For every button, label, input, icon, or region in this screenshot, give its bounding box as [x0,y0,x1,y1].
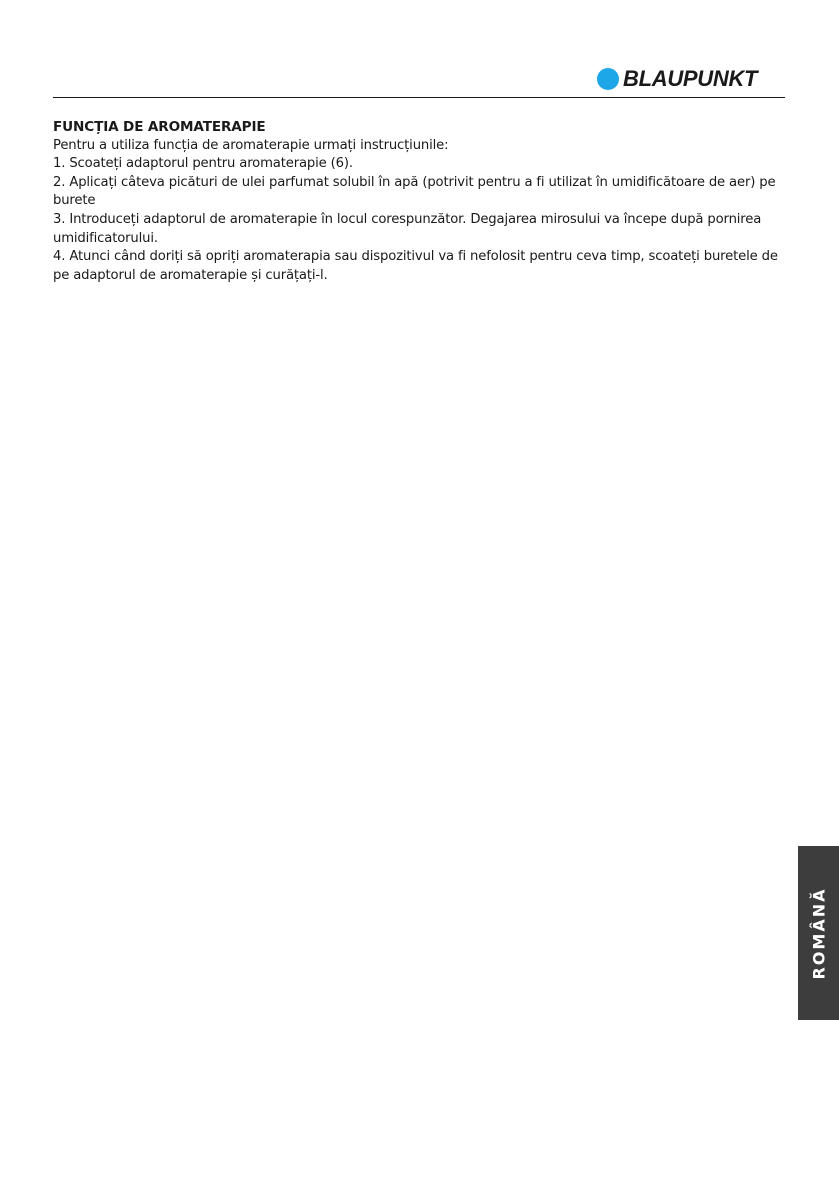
section-intro: Pentru a utiliza funcția de aromaterapie urmați instrucțiunile: [53,137,449,153]
step-4: 4. Atunci când doriți să opriți aromaterapia sau dispozitivul va fi nefolosit pentru ceva timp, scoateți buretele de pe adaptorul de aromaterapie și curățați-l. [53,249,778,283]
header-divider [53,97,785,98]
logo-dot-icon [597,68,619,90]
brand-name: BLAUPUNKT [623,66,758,91]
aromatherapy-section [53,118,781,285]
language-tab [798,846,839,1020]
step-2: 2. Aplicați câteva picături de ulei parfumat solubil în apă (potrivit pentru a fi utilizat în umidificătoare de aer) pe burete [53,174,776,209]
section-title: FUNCȚIA DE AROMATERAPIE [53,119,266,135]
step-3: 3. Introduceți adaptorul de aromaterapie în locul corespunzător. Degajarea mirosului va începe după pornirea umidificatorului. [53,211,762,246]
language-label: ROMÂNĂ [809,887,828,979]
step-1: 1. Scoateți adaptorul pentru aromaterapie (6). [53,156,353,172]
brand-logo [597,67,757,91]
